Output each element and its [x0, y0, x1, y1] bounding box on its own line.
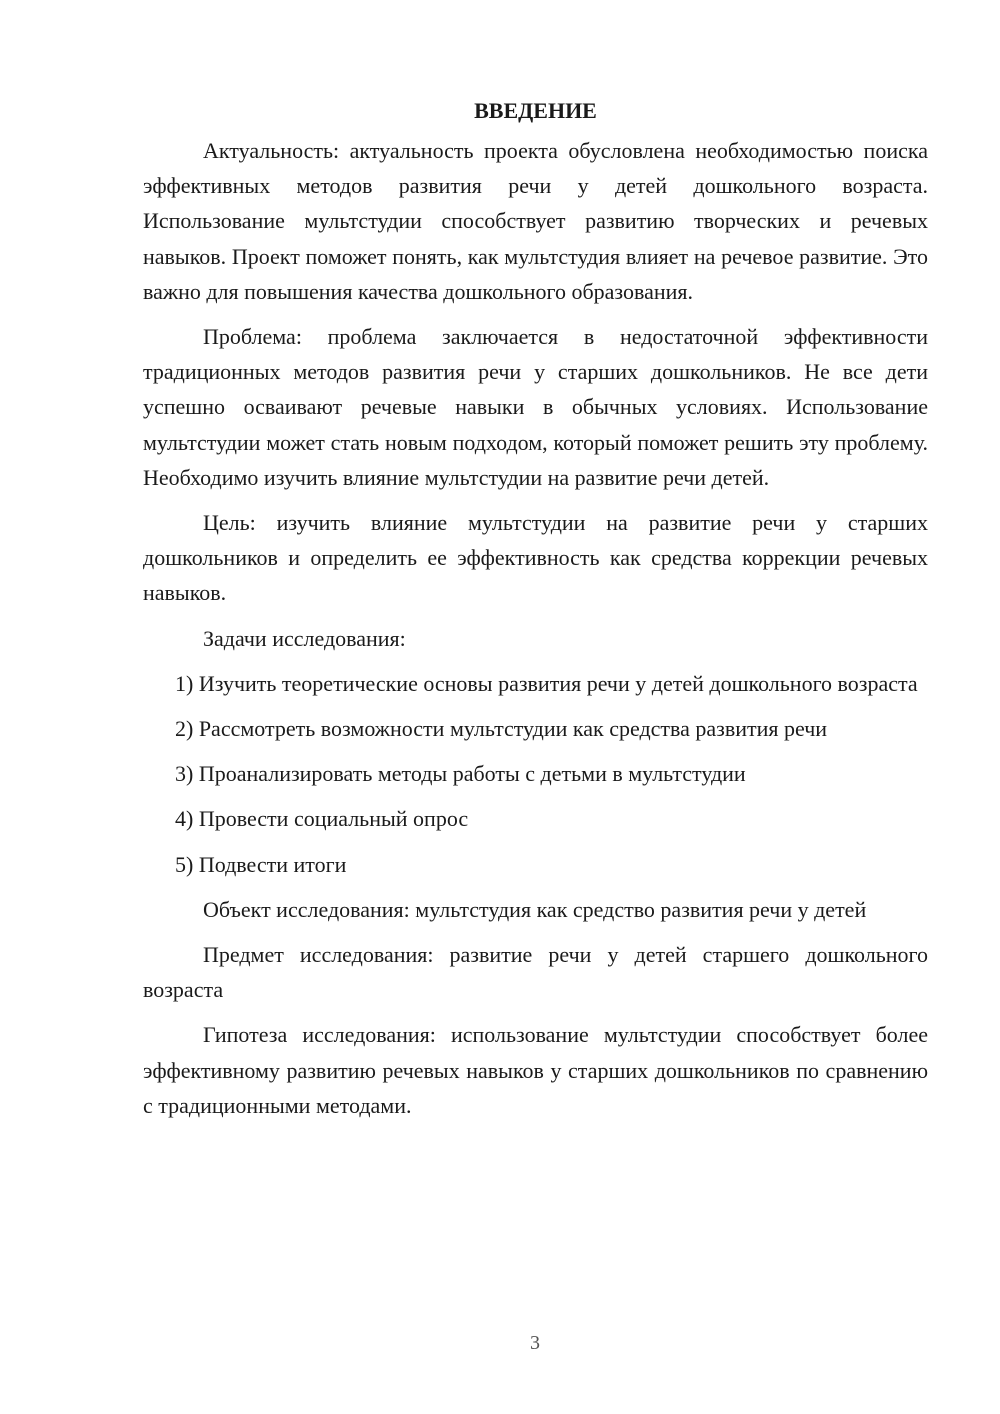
goal-paragraph: Цель: изучить влияние мультстудии на развитие речи у старших дошкольников и определить ее эффективность как средства коррекции речевых навыков. — [143, 510, 928, 606]
relevance-paragraph: Актуальность: актуальность проекта обусловлена необходимостью поиска эффективных методов развития речи у детей дошкольного возраста. Использование мультстудии способствует развитию творческих и речевых навыков. Проект поможет понять, как мультстудия влияет на речевое развитие. Это важно для повышения качества дошкольного образования. — [143, 138, 928, 304]
section-title: ВВЕДЕНИЕ — [474, 98, 597, 123]
page-number: 3 — [530, 1332, 540, 1354]
task-item: 4) Провести социальный опрос — [175, 806, 469, 832]
task-item: 1) Изучить теоретические основы развития речи у детей дошкольного возраста — [175, 670, 918, 696]
research-object-paragraph: Объект исследования: мультстудия как средство развития речи у детей — [203, 896, 867, 922]
task-item: 2) Рассмотреть возможности мультстудии как средства развития речи — [175, 716, 828, 742]
research-subject-paragraph: Предмет исследования: развитие речи у детей старшего дошкольного возраста — [143, 942, 928, 1003]
task-item: 3) Проанализировать методы работы с детьми в мультстудии — [175, 761, 746, 787]
task-item: 5) Подвести итоги — [175, 851, 347, 877]
tasks-heading: Задачи исследования: — [203, 625, 406, 651]
hypothesis-paragraph: Гипотеза исследования: использование мультстудии способствует более эффективному развитию речевых навыков у старших дошкольников по сравнению с традиционными методами. — [143, 1022, 928, 1118]
document-body — [143, 93, 928, 1133]
problem-paragraph: Проблема: проблема заключается в недостаточной эффективности традиционных методов развития речи у старших дошкольников. Не все дети успешно осваивают речевые навыки в обычных условиях. Использование мультстудии может стать новым подходом, который поможет решить эту проблему. Необходимо изучить влияние мультстудии на развитие речи детей. — [143, 324, 928, 490]
